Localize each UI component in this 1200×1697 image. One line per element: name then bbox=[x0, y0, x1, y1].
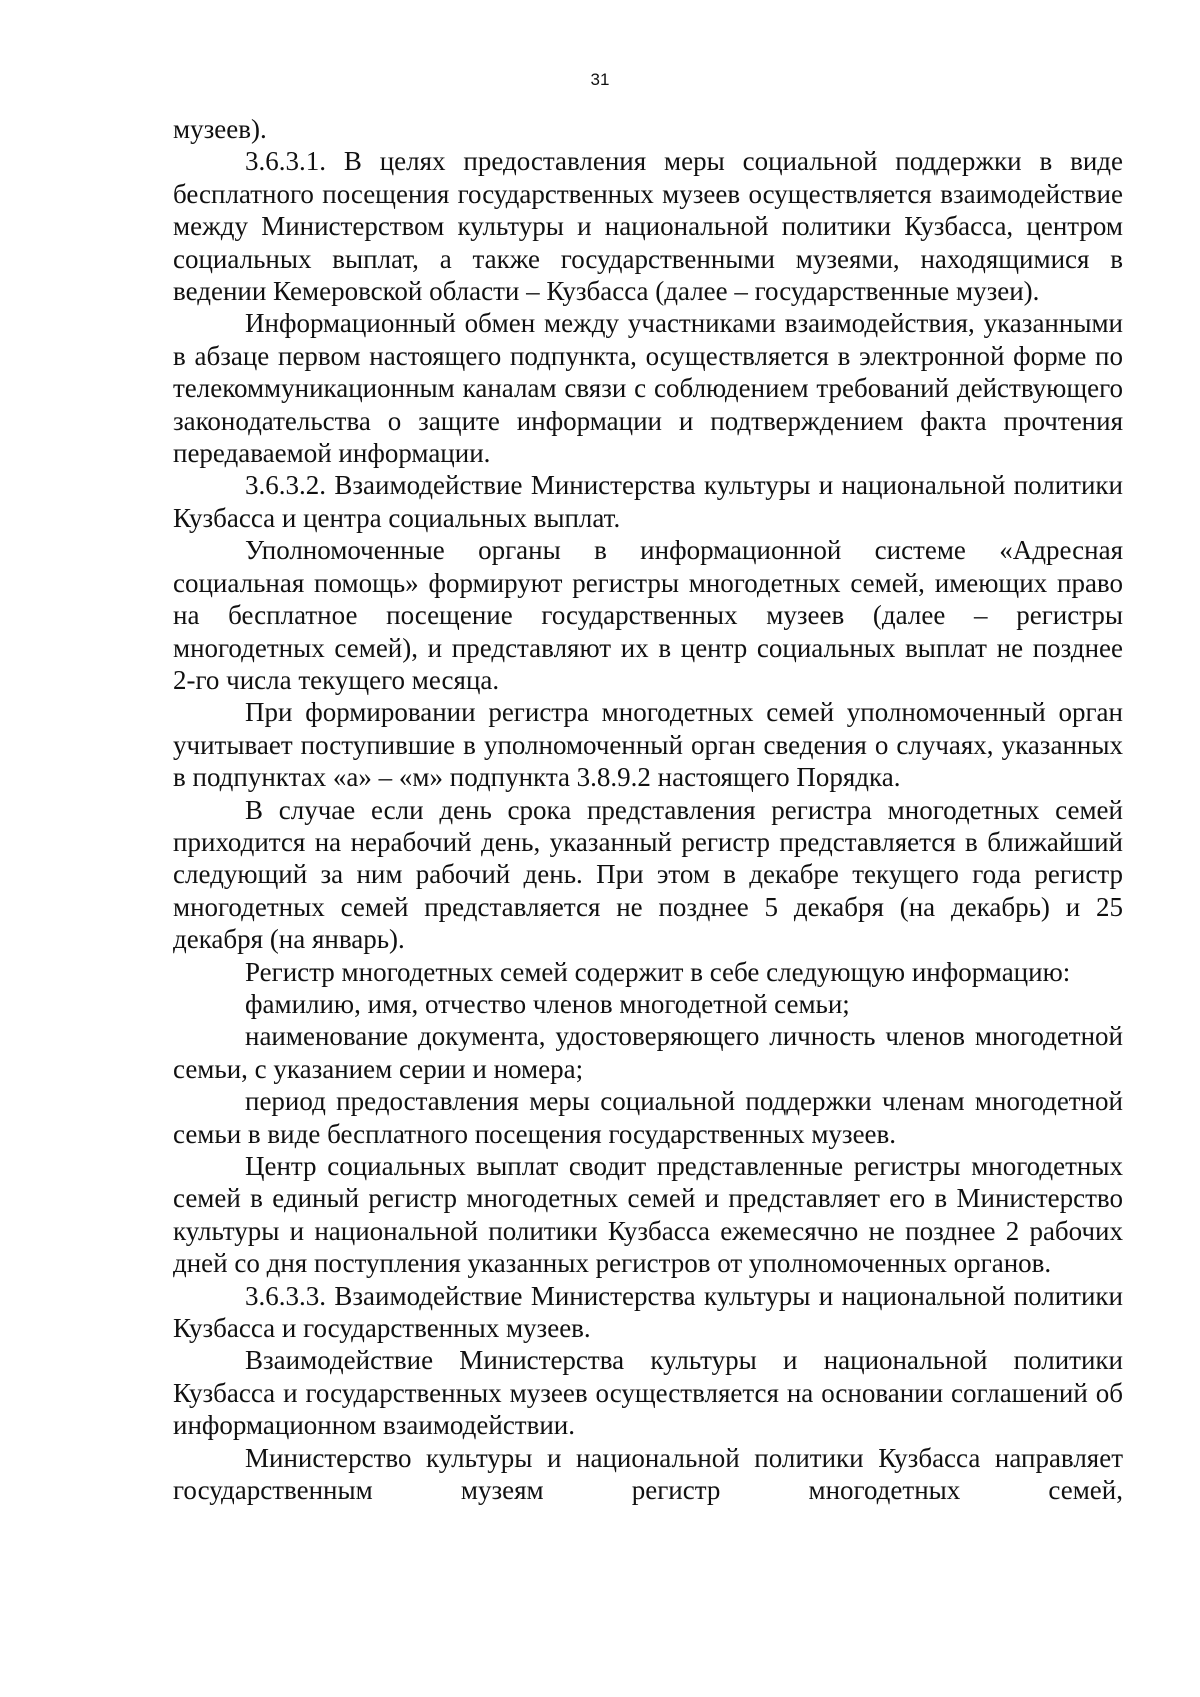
paragraph: 3.6.3.3. Взаимодействие Министерства культуры и национальной политики Кузбасса и государственных музеев. bbox=[173, 1280, 1123, 1344]
paragraph: 3.6.3.2. Взаимодействие Министерства культуры и национальной политики Кузбасса и центра социальных выплат. bbox=[173, 470, 1123, 533]
paragraph: наименование документа, удостоверяющего личность членов многодетной семьи, с указанием серии и номера; bbox=[173, 1021, 1123, 1084]
paragraph: Взаимодействие Министерства культуры и национальной политики Кузбасса и государственных музеев осуществляется на основании соглашений об информационном взаимодействии. bbox=[173, 1345, 1123, 1441]
paragraph: Центр социальных выплат сводит представленные регистры многодетных семей в единый регистр многодетных семей и представляет его в Министерство культуры и национальной политики Кузбасса ежемесячно не позднее 2 рабочих дней со дня поступления указанных регистров от уполномоченных органов. bbox=[173, 1151, 1123, 1279]
paragraph: Министерство культуры и национальной политики Кузбасса направляет государственным музеям регистр многодетных семей, bbox=[173, 1442, 1123, 1506]
paragraph: Регистр многодетных семей содержит в себе следующую информацию: bbox=[245, 956, 1071, 987]
page-number: 31 bbox=[590, 70, 610, 89]
paragraph: При формировании регистра многодетных семей уполномоченный орган учитывает поступившие в уполномоченный орган сведения о случаях, указанных в подпунктах «а» – «м» подпункта 3.8.9.2 настоящего Порядка. bbox=[173, 697, 1123, 793]
paragraph: Уполномоченные органы в информационной системе «Адресная социальная помощь» формируют регистры многодетных семей, имеющих право на бесплатное посещение государственных музеев (далее – регистры многодетных семей), и представляют их в центр социальных выплат не позднее 2-го числа текущего месяца. bbox=[173, 535, 1123, 695]
paragraph: В случае если день срока представления регистра многодетных семей приходится на нерабочий день, указанный регистр представляется в ближайший следующий за ним рабочий день. При этом в декабре текущего года регистр многодетных семей представляется не позднее 5 декабря (на декабрь) и 25 декабря (на январь). bbox=[173, 794, 1123, 955]
document-body bbox=[173, 113, 1123, 1506]
paragraph: Информационный обмен между участниками взаимодействия, указанными в абзаце первом настоящего подпункта, осуществляется в электронной форме по телекоммуникационным каналам связи с соблюдением требований действующего законодательства о защите информации и подтверждением факта прочтения передаваемой информации. bbox=[173, 308, 1123, 469]
paragraph: фамилию, имя, отчество членов многодетной семьи; bbox=[245, 988, 850, 1019]
paragraph: период предоставления меры социальной поддержки членам многодетной семьи в виде бесплатного посещения государственных музеев. bbox=[173, 1086, 1123, 1149]
paragraph: музеев). bbox=[173, 114, 267, 144]
paragraph: 3.6.3.1. В целях предоставления меры социальной поддержки в виде бесплатного посещения государственных музеев осуществляется взаимодействие между Министерством культуры и национальной политики Кузбасса, центром социальных выплат, а также государственными музеями, находящимися в ведении Кемеровской области – Кузбасса (далее – государственные музеи). bbox=[173, 146, 1123, 307]
